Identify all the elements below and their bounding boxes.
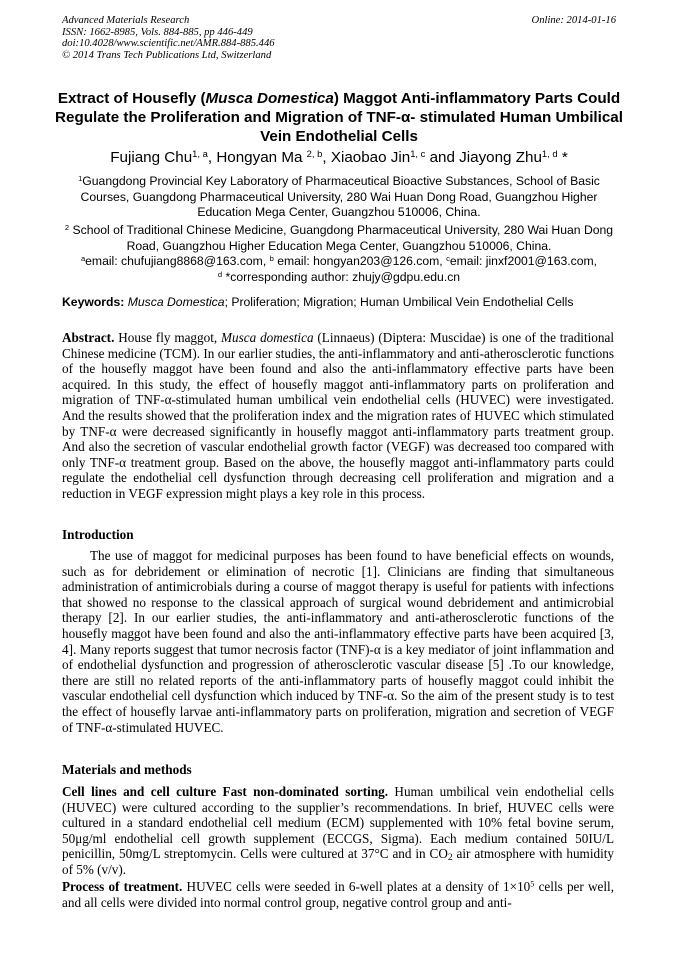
issn-line: ISSN: 1662-8985, Vols. 884-885, pp 446-449 — [62, 26, 253, 38]
author-name: Hongyan Ma — [216, 149, 303, 166]
treatment-text: cells per well, and all cells were divided into normal control group, negative control group and anti- — [62, 879, 614, 910]
author-list — [40, 148, 638, 168]
author-name: Jiayong Zhu — [459, 149, 542, 166]
density-exponent: 5 — [530, 879, 535, 889]
abstract — [62, 330, 614, 502]
abstract-text: (Linnaeus) (Diptera: Muscidae) is one of the traditional Chinese medicine (TCM). In our earlier studies, the anti-inflammatory and anti-atherosclerotic functions of the housefly maggot have been found and also the anti-inflammatory effective parts have been acquired. In this study, the effect of housefly maggot anti-inflammatory parts on proliferation and migration of TNF-α-stimulated human umbilical vein endothelial cells (HUVEC) were investigated. And the results showed that the proliferation index and the migration rates of HUVEC which stimulated by TNF-α were decreased significantly in housefly maggot anti-inflammatory parts treatment group. And also the secretion of vascular endothelial growth factor (VEGF) was decreased too compared with only TNF-α treatment group. Based on the above, the housefly maggot anti-inflammatory parts could regulate the endothelial cell dysfunction through decreasing cell proliferation and migration and a reduction in VEGF expression might plays a key role in this process. — [62, 330, 614, 501]
treatment-label: Process of treatment. — [62, 879, 183, 894]
introduction-paragraph: The use of maggot for medicinal purposes has been found to have beneficial effects on wounds, such as for debridement or elimination of necrotic [1]. Clinicians are finding that simultaneous administration of antimicrobials during a course of maggot therapy is useful for patients with infections that showed no response to the classical approach of surgical wound debridement and antimicrobial therapy [2]. In our earlier studies, the anti-inflammatory and anti-atherosclerotic functions of the housefly maggot have been found and also the anti-inflammatory effective parts have been acquired [3, 4]. Many reports suggest that tumor necrosis factor (TNF)-α is a key mediator of joint inflammation and of endothelial dysfunction and progression of atherosclerotic vascular disease [5] .To our knowledge, there are still no related reports of the anti-inflammatory parts of housefly maggot could inhibit the vascular endothelial cell dysfunction which induced by TNF-α. So the aim of the present study is to test the effect of housefly larvae anti-inflammatory parts on proliferation, migration and secretion of VEGF of TNF-α-stimulated HUVEC. — [62, 548, 614, 735]
cell-culture-label: Cell lines and cell culture Fast non-dominated sorting. — [62, 784, 389, 799]
author-name: Fujiang Chu — [110, 149, 193, 166]
copyright-line: © 2014 Trans Tech Publications Ltd, Switzerland — [62, 49, 272, 61]
title-species: Musca Domestica — [205, 90, 334, 107]
abstract-species: Musca domestica — [221, 330, 314, 345]
email-mark: a — [80, 253, 86, 263]
methods-paragraph-treatment — [62, 879, 614, 910]
author-separator: , — [207, 149, 217, 166]
affiliation-mark: 1 — [78, 173, 83, 183]
methods-heading: Materials and methods — [62, 762, 192, 777]
author-affil-mark: 1, c — [410, 147, 426, 159]
keyword-species: Musca Domestica — [127, 295, 225, 309]
keywords — [62, 295, 618, 310]
corresponding-star: * — [557, 149, 568, 166]
author-affil-mark: 1, d — [541, 147, 558, 159]
paper-title — [50, 89, 628, 146]
journal-header — [62, 15, 616, 61]
journal-name: Advanced Materials Research — [62, 15, 190, 26]
abstract-text: House fly maggot, — [114, 330, 222, 345]
email-mark: d — [217, 269, 223, 279]
affiliation-1 — [62, 174, 616, 221]
introduction-heading: Introduction — [62, 527, 134, 542]
author-separator: and — [425, 149, 460, 166]
affiliation-mark: 2 — [64, 222, 70, 232]
email-text: email: hongyan203@126.com, — [273, 254, 447, 268]
online-date: Online: 2014-01-16 — [531, 15, 616, 26]
email-text: email: jinxf2001@163.com, — [449, 254, 598, 268]
email-mark: c — [446, 253, 450, 263]
email-mark: b — [269, 253, 274, 263]
abstract-label: Abstract. — [62, 330, 115, 345]
author-separator: , — [322, 149, 331, 166]
affiliation-text: School of Traditional Chinese Medicine, Guangdong Pharmaceutical University, 280 Wai Huan Dong Road, Guangzhou Higher Education Mega Center, Guangzhou 510006, China. — [69, 223, 614, 253]
email-text: email: chufujiang8868@163.com, — [85, 254, 270, 268]
keywords-rest: ; Proliferation; Migration; Human Umbilical Vein Endothelial Cells — [224, 295, 574, 309]
title-part-2: ) Maggot Anti-inflammatory Parts Could Regulate the Proliferation and Migration of TNF-α- stimulated Human Umbilical Vein Endothelial Cells — [55, 90, 623, 145]
corresponding-author: *corresponding author: zhujy@gdpu.edu.cn — [222, 269, 461, 284]
email-list — [62, 254, 616, 285]
methods-paragraph-cell-culture — [62, 784, 614, 878]
cell-culture-text: Human umbilical vein endothelial cells (HUVEC) were cultured according to the supplier’s recommendations. In brief, HUVEC cells were cultured in a standard endothelial cell medium (ECM) supplemented with 10% fetal bovine serum, 50μg/ml endothelial cell growth supplement (ECCGS, Sigma). Each medium contained 50IU/L penicillin, 50mg/L streptomycin. Cells were cultured at 37°C and in CO — [62, 784, 615, 862]
affiliation-text: Guangdong Provincial Key Laboratory of Pharmaceutical Bioactive Substances, School of Basic Courses, Guangdong Pharmaceutical University, 280 Wai Huan Dong Road, Guangzhou Higher Education Mega Center, Guangzhou 510006, China. — [80, 174, 600, 220]
co2-subscript: 2 — [447, 853, 453, 864]
author-affil-mark: 2, b — [306, 147, 323, 159]
author-affil-mark: 1, a — [192, 147, 208, 159]
affiliation-2 — [62, 223, 616, 254]
doi-line: doi:10.4028/www.scientific.net/AMR.884-885.446 — [62, 38, 275, 50]
cell-culture-text: air atmosphere with humidity of 5% (v/v). — [62, 846, 614, 877]
keywords-label: Keywords: — [62, 295, 125, 309]
author-name: Xiaobao Jin — [330, 149, 411, 166]
treatment-text: HUVEC cells were seeded in 6-well plates at a density of 1×10 — [182, 879, 531, 894]
title-part-1: Extract of Housefly ( — [57, 90, 206, 107]
